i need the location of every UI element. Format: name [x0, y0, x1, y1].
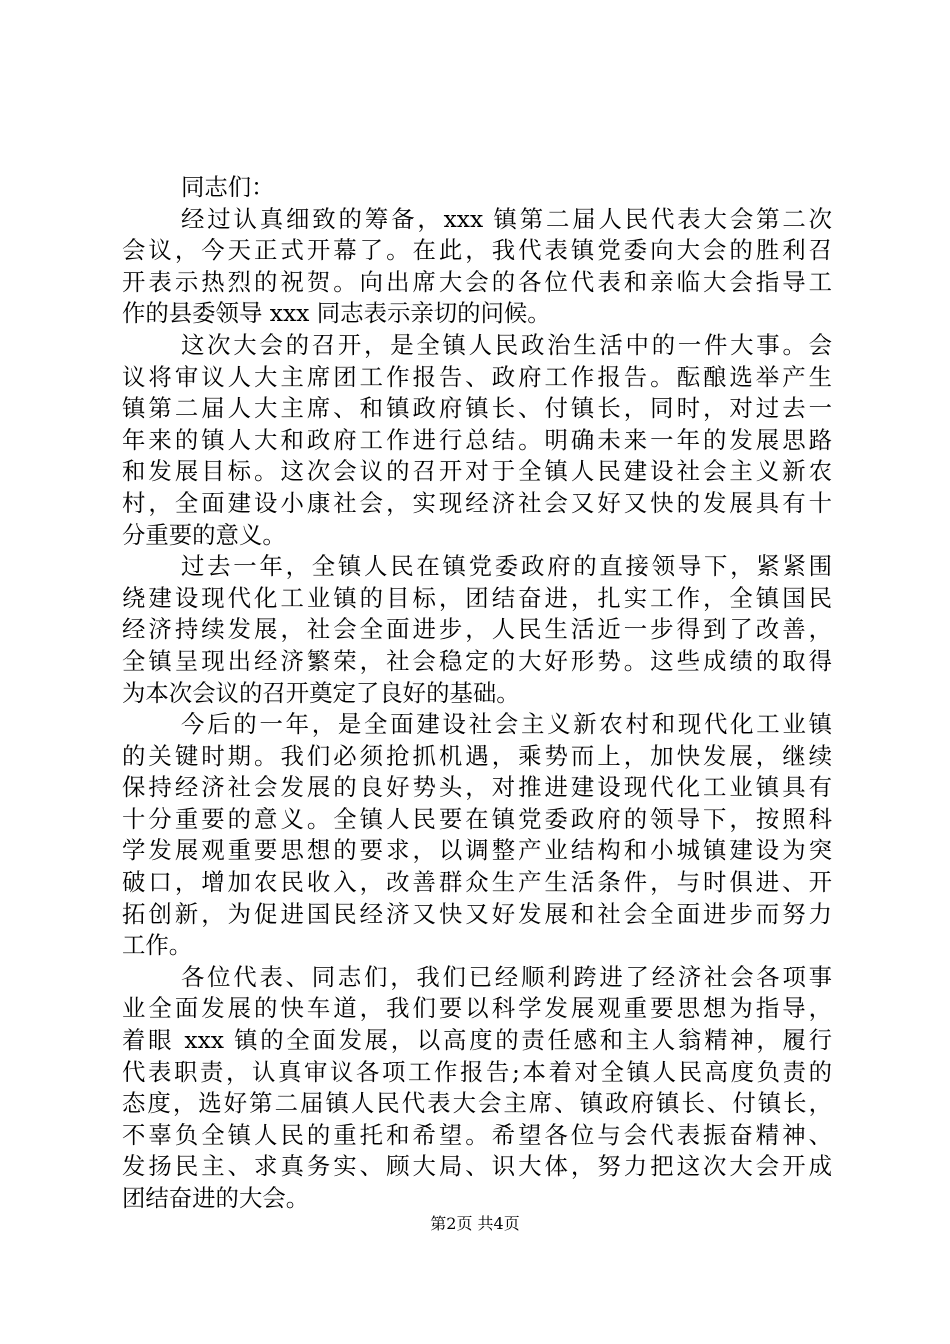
text-line: 各位代表、同志们，我们已经顺利跨进了经济社会各项事	[181, 962, 832, 991]
text-line: 议将审议人大主席团工作报告、政府工作报告。酝酿选举产生	[122, 362, 832, 391]
text-line: 经过认真细致的筹备，xxx 镇第二届人民代表大会第二次	[181, 204, 832, 233]
text-line: 保持经济社会发展的良好势头，对推进建设现代化工业镇具有	[122, 773, 832, 802]
text-line: 作的县委领导 xxx 同志表示亲切的问候。	[122, 299, 551, 328]
text-line: 今后的一年，是全面建设社会主义新农村和现代化工业镇	[181, 710, 832, 739]
text-line: 开表示热烈的祝贺。向出席大会的各位代表和亲临大会指导工	[122, 267, 832, 296]
text-line: 年来的镇人大和政府工作进行总结。明确未来一年的发展思路	[122, 425, 832, 454]
text-line: 镇第二届人大主席、和镇政府镇长、付镇长，同时，对过去一	[122, 394, 832, 423]
text-line: 十分重要的意义。全镇人民要在镇党委政府的领导下，按照科	[122, 804, 832, 833]
text-line: 代表职责，认真审议各项工作报告;本着对全镇人民高度负责的	[122, 1057, 832, 1086]
text-line: 分重要的意义。	[122, 520, 286, 549]
text-line: 全镇呈现出经济繁荣，社会稳定的大好形势。这些成绩的取得	[122, 646, 832, 675]
text-line: 拓创新，为促进国民经济又快又好发展和社会全面进步而努力	[122, 899, 832, 928]
text-line: 和发展目标。这次会议的召开对于全镇人民建设社会主义新农	[122, 457, 832, 486]
text-line: 工作。	[122, 931, 193, 960]
text-line: 村，全面建设小康社会，实现经济社会又好又快的发展具有十	[122, 488, 832, 517]
text-line: 绕建设现代化工业镇的目标，团结奋进，扎实工作，全镇国民	[122, 583, 832, 612]
text-line: 破口，增加农民收入，改善群众生产生活条件，与时俱进、开	[122, 868, 832, 897]
text-line: 同志们：	[181, 173, 275, 201]
text-line: 业全面发展的快车道，我们要以科学发展观重要思想为指导，	[122, 994, 832, 1023]
text-line: 经济持续发展，社会全面进步，人民生活近一步得到了改善，	[122, 615, 832, 644]
text-line: 这次大会的召开，是全镇人民政治生活中的一件大事。会	[181, 330, 832, 359]
text-line: 着眼 xxx 镇的全面发展，以高度的责任感和主人翁精神，履行	[122, 1026, 832, 1055]
text-line: 过去一年，全镇人民在镇党委政府的直接领导下，紧紧围	[181, 552, 832, 581]
text-line: 发扬民主、求真务实、顾大局、识大体，努力把这次大会开成	[122, 1152, 832, 1181]
text-line: 的关键时期。我们必须抢抓机遇，乘势而上，加快发展，继续	[122, 741, 832, 770]
text-line: 不辜负全镇人民的重托和希望。希望各位与会代表振奋精神、	[122, 1120, 832, 1149]
text-line: 团结奋进的大会。	[122, 1184, 310, 1212]
text-line: 学发展观重要思想的要求，以调整产业结构和小城镇建设为突	[122, 836, 832, 865]
document-body	[122, 172, 832, 1215]
text-line: 态度，选好第二届镇人民代表大会主席、镇政府镇长、付镇长，	[122, 1089, 832, 1118]
text-line: 为本次会议的召开奠定了良好的基础。	[122, 678, 520, 707]
text-line: 会议，今天正式开幕了。在此，我代表镇党委向大会的胜利召	[122, 236, 832, 265]
page-footer: 第2页 共4页	[430, 1214, 520, 1233]
